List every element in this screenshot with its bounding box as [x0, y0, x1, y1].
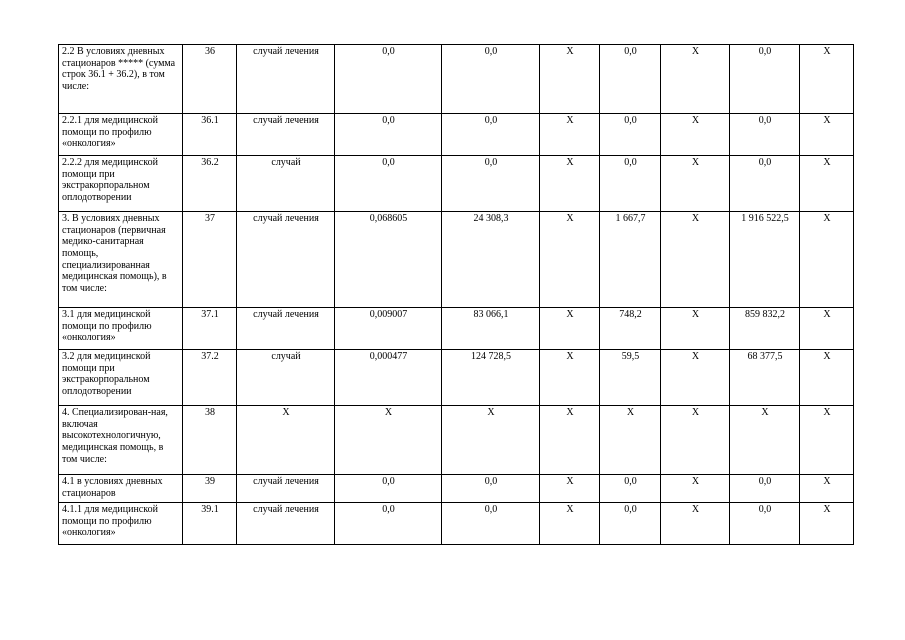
row-code-cell: 37.1 — [183, 308, 237, 350]
value-cell: 0,0 — [730, 475, 800, 503]
value-cell: X — [442, 406, 540, 475]
table-body — [59, 45, 854, 545]
value-cell: X — [661, 308, 730, 350]
value-cell: 859 832,2 — [730, 308, 800, 350]
row-code-cell: 38 — [183, 406, 237, 475]
data-table — [58, 44, 854, 545]
value-cell: 0,068605 — [335, 212, 442, 308]
value-cell: X — [661, 114, 730, 156]
unit-cell: случай лечения — [237, 212, 335, 308]
value-cell: 0,0 — [442, 45, 540, 114]
row-name-cell: 2.2.2 для медицинской помощи при экстракорпоральном оплодотворении — [59, 156, 183, 212]
value-cell: 0,0 — [600, 45, 661, 114]
value-cell: X — [800, 503, 854, 545]
value-cell: X — [661, 156, 730, 212]
table-row — [59, 45, 854, 114]
value-cell: X — [540, 475, 600, 503]
unit-cell: случай — [237, 156, 335, 212]
value-cell: 0,0 — [600, 503, 661, 545]
row-name-cell: 3. В условиях дневных стационаров (первичная медико-санитарная помощь, специализированная медицинская помощь), в том числе: — [59, 212, 183, 308]
row-name-cell: 4.1.1 для медицинской помощи по профилю «онкология» — [59, 503, 183, 545]
value-cell: X — [540, 114, 600, 156]
value-cell: X — [800, 156, 854, 212]
value-cell: 0,0 — [730, 503, 800, 545]
value-cell: X — [661, 350, 730, 406]
value-cell: 68 377,5 — [730, 350, 800, 406]
value-cell: 0,0 — [442, 503, 540, 545]
unit-cell: случай лечения — [237, 475, 335, 503]
value-cell: 124 728,5 — [442, 350, 540, 406]
unit-cell: случай лечения — [237, 308, 335, 350]
value-cell: 1 916 522,5 — [730, 212, 800, 308]
value-cell: 1 667,7 — [600, 212, 661, 308]
row-code-cell: 39.1 — [183, 503, 237, 545]
value-cell: X — [661, 475, 730, 503]
value-cell: X — [661, 503, 730, 545]
unit-cell: случай лечения — [237, 45, 335, 114]
row-code-cell: 36.1 — [183, 114, 237, 156]
value-cell: X — [800, 212, 854, 308]
row-name-cell: 3.2 для медицинской помощи при экстракорпоральном оплодотворении — [59, 350, 183, 406]
value-cell: X — [800, 406, 854, 475]
value-cell: X — [540, 156, 600, 212]
value-cell: X — [540, 350, 600, 406]
row-name-cell: 3.1 для медицинской помощи по профилю «онкология» — [59, 308, 183, 350]
table-row — [59, 212, 854, 308]
row-name-cell: 4. Специализирован-ная, включая высокотехнологичную, медицинская помощь, в том числе: — [59, 406, 183, 475]
row-code-cell: 37.2 — [183, 350, 237, 406]
value-cell: X — [600, 406, 661, 475]
value-cell: X — [800, 45, 854, 114]
value-cell: 0,0 — [600, 475, 661, 503]
unit-cell: случай лечения — [237, 114, 335, 156]
value-cell: 0,0 — [442, 475, 540, 503]
row-code-cell: 39 — [183, 475, 237, 503]
value-cell: X — [661, 406, 730, 475]
value-cell: 0,0 — [730, 45, 800, 114]
row-code-cell: 37 — [183, 212, 237, 308]
value-cell: 0,000477 — [335, 350, 442, 406]
value-cell: 0,0 — [600, 114, 661, 156]
unit-cell: случай лечения — [237, 503, 335, 545]
value-cell: 0,0 — [335, 45, 442, 114]
value-cell: X — [800, 114, 854, 156]
row-code-cell: 36.2 — [183, 156, 237, 212]
value-cell: 0,0 — [335, 475, 442, 503]
value-cell: 59,5 — [600, 350, 661, 406]
value-cell: 748,2 — [600, 308, 661, 350]
value-cell: 24 308,3 — [442, 212, 540, 308]
row-name-cell: 4.1 в условиях дневных стационаров — [59, 475, 183, 503]
table-row — [59, 475, 854, 503]
value-cell: 0,0 — [442, 114, 540, 156]
table-row — [59, 406, 854, 475]
value-cell: X — [540, 503, 600, 545]
table-row — [59, 503, 854, 545]
row-code-cell: 36 — [183, 45, 237, 114]
value-cell: 0,0 — [335, 114, 442, 156]
value-cell: X — [540, 406, 600, 475]
value-cell: 0,009007 — [335, 308, 442, 350]
value-cell: X — [661, 212, 730, 308]
value-cell: X — [730, 406, 800, 475]
value-cell: 0,0 — [442, 156, 540, 212]
table-row — [59, 350, 854, 406]
value-cell: X — [540, 212, 600, 308]
value-cell: X — [800, 475, 854, 503]
value-cell: 0,0 — [730, 114, 800, 156]
table-row — [59, 308, 854, 350]
value-cell: X — [540, 45, 600, 114]
value-cell: X — [800, 350, 854, 406]
value-cell: X — [335, 406, 442, 475]
value-cell: 0,0 — [335, 503, 442, 545]
value-cell: X — [661, 45, 730, 114]
value-cell: 0,0 — [600, 156, 661, 212]
value-cell: 0,0 — [730, 156, 800, 212]
value-cell: X — [540, 308, 600, 350]
value-cell: 83 066,1 — [442, 308, 540, 350]
value-cell: X — [800, 308, 854, 350]
table-row — [59, 156, 854, 212]
unit-cell: случай — [237, 350, 335, 406]
value-cell: 0,0 — [335, 156, 442, 212]
table-row — [59, 114, 854, 156]
row-name-cell: 2.2.1 для медицинской помощи по профилю «онкология» — [59, 114, 183, 156]
unit-cell: X — [237, 406, 335, 475]
row-name-cell: 2.2 В условиях дневных стационаров ***** (сумма строк 36.1 + 36.2), в том числе: — [59, 45, 183, 114]
